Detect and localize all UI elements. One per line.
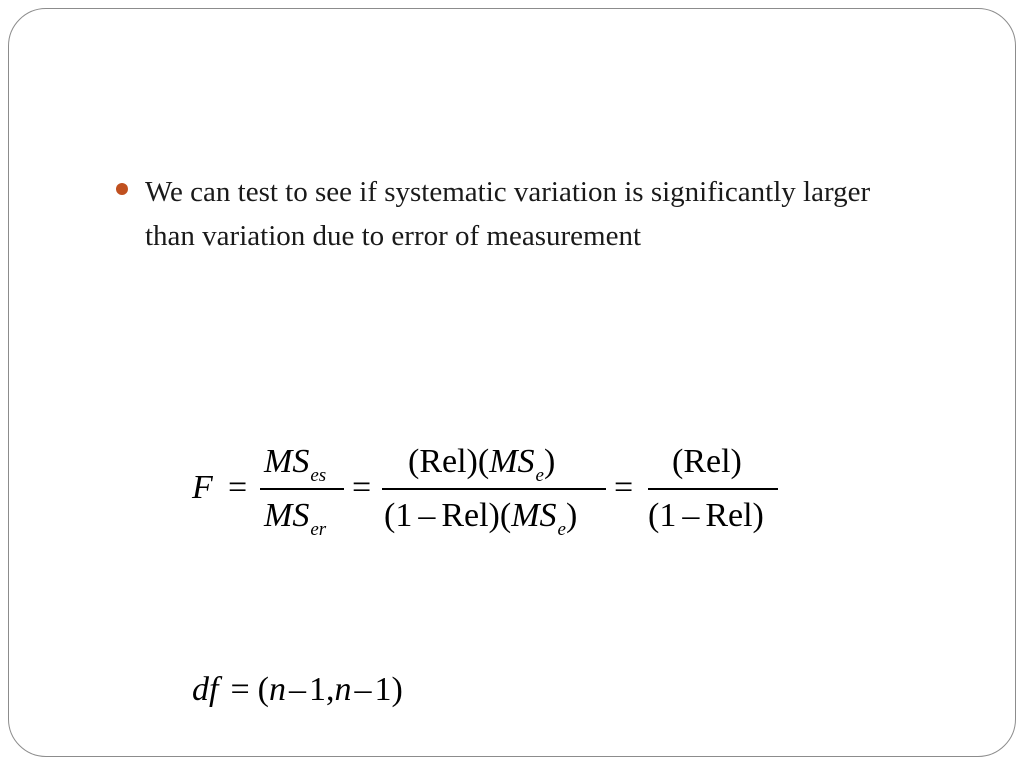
fraction3-numerator: (Rel) [672, 443, 742, 480]
f-ratio-equation [192, 432, 792, 552]
fraction1-bar [260, 488, 344, 490]
fraction2-denominator: $(1 - Rel)(MS_e)$ [384, 497, 578, 540]
df-expression: df = (n–1,n–1) [192, 671, 403, 708]
equals-sign-1: = [228, 469, 248, 506]
degrees-of-freedom-equation [192, 668, 492, 718]
fraction2-numerator: $(Rel)(MS_e)$ [408, 443, 556, 486]
equals-sign-2: = [352, 469, 372, 506]
bullet-item [116, 170, 876, 258]
fraction2-bar [382, 488, 606, 490]
bullet-text: We can test to see if systematic variation is significantly larger than variation due to error of measurement [145, 176, 871, 252]
equals-sign-3: = [614, 469, 634, 506]
f-symbol: F [192, 469, 213, 506]
bullet-dot [116, 183, 128, 195]
fraction3-denominator: (1 – Rel) [648, 497, 764, 534]
fraction1-denominator: $MS_{er}$ [264, 497, 327, 540]
fraction3-bar [648, 488, 778, 490]
slide-frame [8, 8, 1016, 757]
fraction1-numerator: $MS_{es}$ [264, 443, 327, 486]
